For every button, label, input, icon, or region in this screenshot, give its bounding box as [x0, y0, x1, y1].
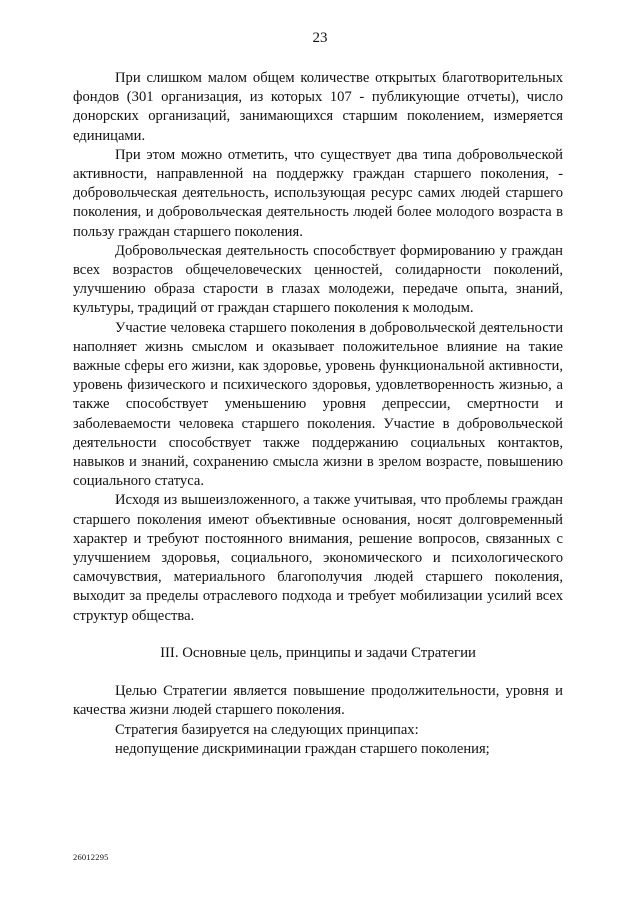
paragraph: При слишком малом общем количестве открытых благотворительных фондов (301 организация, из которых 107 - публикующие отчеты), число донорских организаций, занимающихся старшим поколением, измеряется единицами. [73, 70, 563, 144]
paragraph: Добровольческая деятельность способствует формированию у граждан всех возрастов общечеловеческих ценностей, солидарности поколений, улучшению образа старости в глазах молодежи, передаче опыта, знаний, культуры, традиций от граждан старшего поколения к молодым. [73, 242, 563, 317]
paragraph: недопущение дискриминации граждан старшего поколения; [115, 740, 490, 757]
paragraph: Целью Стратегии является повышение продолжительности, уровня и качества жизни людей старшего поколения. [73, 683, 563, 719]
section-heading: III. Основные цель, принципы и задачи Стратегии [160, 644, 476, 661]
paragraph: Участие человека старшего поколения в добровольческой деятельности наполняет жизнь смыслом и оказывает положительное влияние на такие важные сферы его жизни, как здоровье, уровень функциональной активности, уровень физического и психического здоровья, удовлетворенность жизнью, а также способствует уменьшению уровня депрессии, смертности и заболеваемости человека старшего поколения. Участие в добровольческой деятельности способствует также поддержанию социальных контактов, навыков и знаний, сохранению смысла жизни в зрелом возрасте, повышению социального статуса. [73, 319, 563, 490]
paragraph: Исходя из вышеизложенного, а также учитывая, что проблемы граждан старшего поколения имеют объективные основания, носят долговременный характер и требуют постоянного внимания, решение вопросов, связанных с улучшением здоровья, социального, экономического и психологического самочувствия, материального благополучия людей старшего поколения, выходит за пределы отраслевого подхода и требует мобилизации усилий всех структур общества. [73, 492, 563, 624]
document-code: 26012295 [73, 852, 109, 862]
page-number: 23 [312, 30, 328, 46]
paragraph: Стратегия базируется на следующих принципах: [115, 721, 419, 738]
paragraph: При этом можно отметить, что существует два типа добровольческой активности, направленной на поддержку граждан старшего поколения, - добровольческая деятельность, использующая ресурс самих людей старшего поколения, и добровольческая деятельность людей более молодого возраста в пользу граждан старшего поколения. [73, 146, 563, 240]
document-body [73, 69, 563, 759]
